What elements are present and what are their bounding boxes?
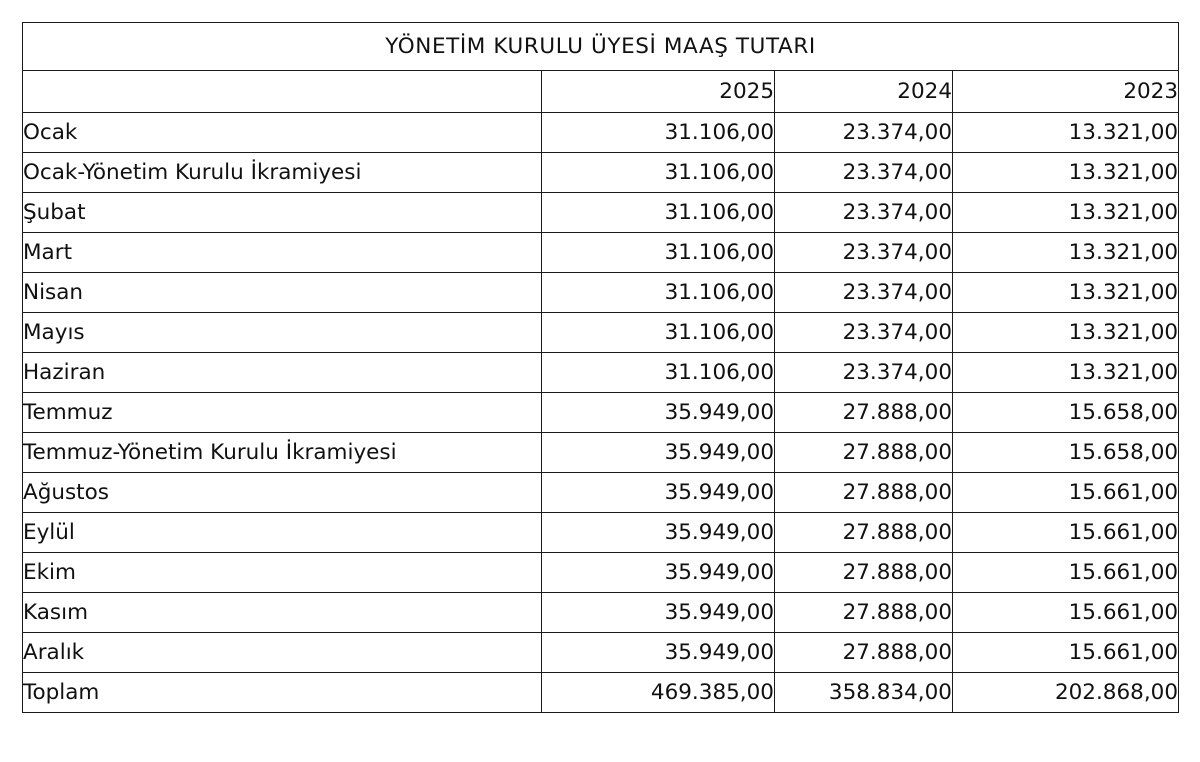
row-value-2024: 23.374,00 xyxy=(775,273,953,313)
table-row xyxy=(23,513,1179,553)
table-row xyxy=(23,193,1179,233)
row-value-2023: 15.661,00 xyxy=(953,633,1179,673)
row-value-2023: 13.321,00 xyxy=(953,113,1179,153)
row-value-2024: 27.888,00 xyxy=(775,553,953,593)
row-value-2023: 15.661,00 xyxy=(953,513,1179,553)
table-row xyxy=(23,153,1179,193)
table-total-row xyxy=(23,673,1179,713)
row-label: Mayıs xyxy=(23,313,542,353)
column-header-blank xyxy=(23,71,542,113)
row-value-2025: 31.106,00 xyxy=(542,153,775,193)
row-value-2024: 23.374,00 xyxy=(775,313,953,353)
row-value-2024: 23.374,00 xyxy=(775,233,953,273)
row-value-2023: 15.658,00 xyxy=(953,433,1179,473)
column-header-2023: 2023 xyxy=(953,71,1179,113)
row-value-2025: 35.949,00 xyxy=(542,433,775,473)
table-row xyxy=(23,553,1179,593)
row-value-2025: 31.106,00 xyxy=(542,273,775,313)
table-row xyxy=(23,113,1179,153)
row-value-2023: 13.321,00 xyxy=(953,313,1179,353)
row-label: Temmuz-Yönetim Kurulu İkramiyesi xyxy=(23,433,542,473)
row-value-2024: 23.374,00 xyxy=(775,193,953,233)
row-label: Eylül xyxy=(23,513,542,553)
column-header-2024: 2024 xyxy=(775,71,953,113)
row-value-2025: 469.385,00 xyxy=(542,673,775,713)
row-value-2023: 15.661,00 xyxy=(953,593,1179,633)
table-row xyxy=(23,233,1179,273)
table-row xyxy=(23,593,1179,633)
row-value-2024: 27.888,00 xyxy=(775,393,953,433)
row-value-2025: 35.949,00 xyxy=(542,633,775,673)
row-value-2025: 31.106,00 xyxy=(542,353,775,393)
row-value-2025: 35.949,00 xyxy=(542,473,775,513)
row-value-2023: 13.321,00 xyxy=(953,273,1179,313)
row-value-2024: 27.888,00 xyxy=(775,633,953,673)
row-label: Ocak xyxy=(23,113,542,153)
row-value-2024: 27.888,00 xyxy=(775,513,953,553)
table-title-row xyxy=(23,23,1179,71)
row-label: Aralık xyxy=(23,633,542,673)
row-value-2024: 27.888,00 xyxy=(775,433,953,473)
table-row xyxy=(23,313,1179,353)
row-label: Haziran xyxy=(23,353,542,393)
row-value-2025: 31.106,00 xyxy=(542,193,775,233)
table-row xyxy=(23,633,1179,673)
table-row xyxy=(23,273,1179,313)
table-header-row xyxy=(23,71,1179,113)
row-label: Ekim xyxy=(23,553,542,593)
row-value-2025: 31.106,00 xyxy=(542,313,775,353)
row-value-2024: 23.374,00 xyxy=(775,353,953,393)
salary-table xyxy=(22,22,1179,713)
row-value-2025: 31.106,00 xyxy=(542,233,775,273)
row-label: Şubat xyxy=(23,193,542,233)
row-value-2025: 35.949,00 xyxy=(542,593,775,633)
row-value-2023: 13.321,00 xyxy=(953,233,1179,273)
row-value-2025: 35.949,00 xyxy=(542,553,775,593)
row-value-2024: 23.374,00 xyxy=(775,113,953,153)
table-row xyxy=(23,393,1179,433)
row-value-2025: 31.106,00 xyxy=(542,113,775,153)
row-value-2023: 13.321,00 xyxy=(953,153,1179,193)
row-value-2024: 27.888,00 xyxy=(775,593,953,633)
row-label: Ağustos xyxy=(23,473,542,513)
row-value-2023: 15.661,00 xyxy=(953,473,1179,513)
row-value-2024: 358.834,00 xyxy=(775,673,953,713)
row-value-2025: 35.949,00 xyxy=(542,513,775,553)
row-label: Nisan xyxy=(23,273,542,313)
row-label: Toplam xyxy=(23,673,542,713)
row-value-2023: 202.868,00 xyxy=(953,673,1179,713)
row-label: Kasım xyxy=(23,593,542,633)
row-value-2023: 15.661,00 xyxy=(953,553,1179,593)
table-row xyxy=(23,433,1179,473)
page-title: YÖNETİM KURULU ÜYESİ MAAŞ TUTARI xyxy=(23,23,1179,71)
table-row xyxy=(23,473,1179,513)
row-value-2023: 13.321,00 xyxy=(953,353,1179,393)
row-value-2025: 35.949,00 xyxy=(542,393,775,433)
row-label: Ocak-Yönetim Kurulu İkramiyesi xyxy=(23,153,542,193)
table-body xyxy=(23,23,1179,713)
row-value-2023: 15.658,00 xyxy=(953,393,1179,433)
row-label: Mart xyxy=(23,233,542,273)
column-header-2025: 2025 xyxy=(542,71,775,113)
row-value-2024: 23.374,00 xyxy=(775,153,953,193)
row-value-2023: 13.321,00 xyxy=(953,193,1179,233)
row-label: Temmuz xyxy=(23,393,542,433)
row-value-2024: 27.888,00 xyxy=(775,473,953,513)
table-row xyxy=(23,353,1179,393)
